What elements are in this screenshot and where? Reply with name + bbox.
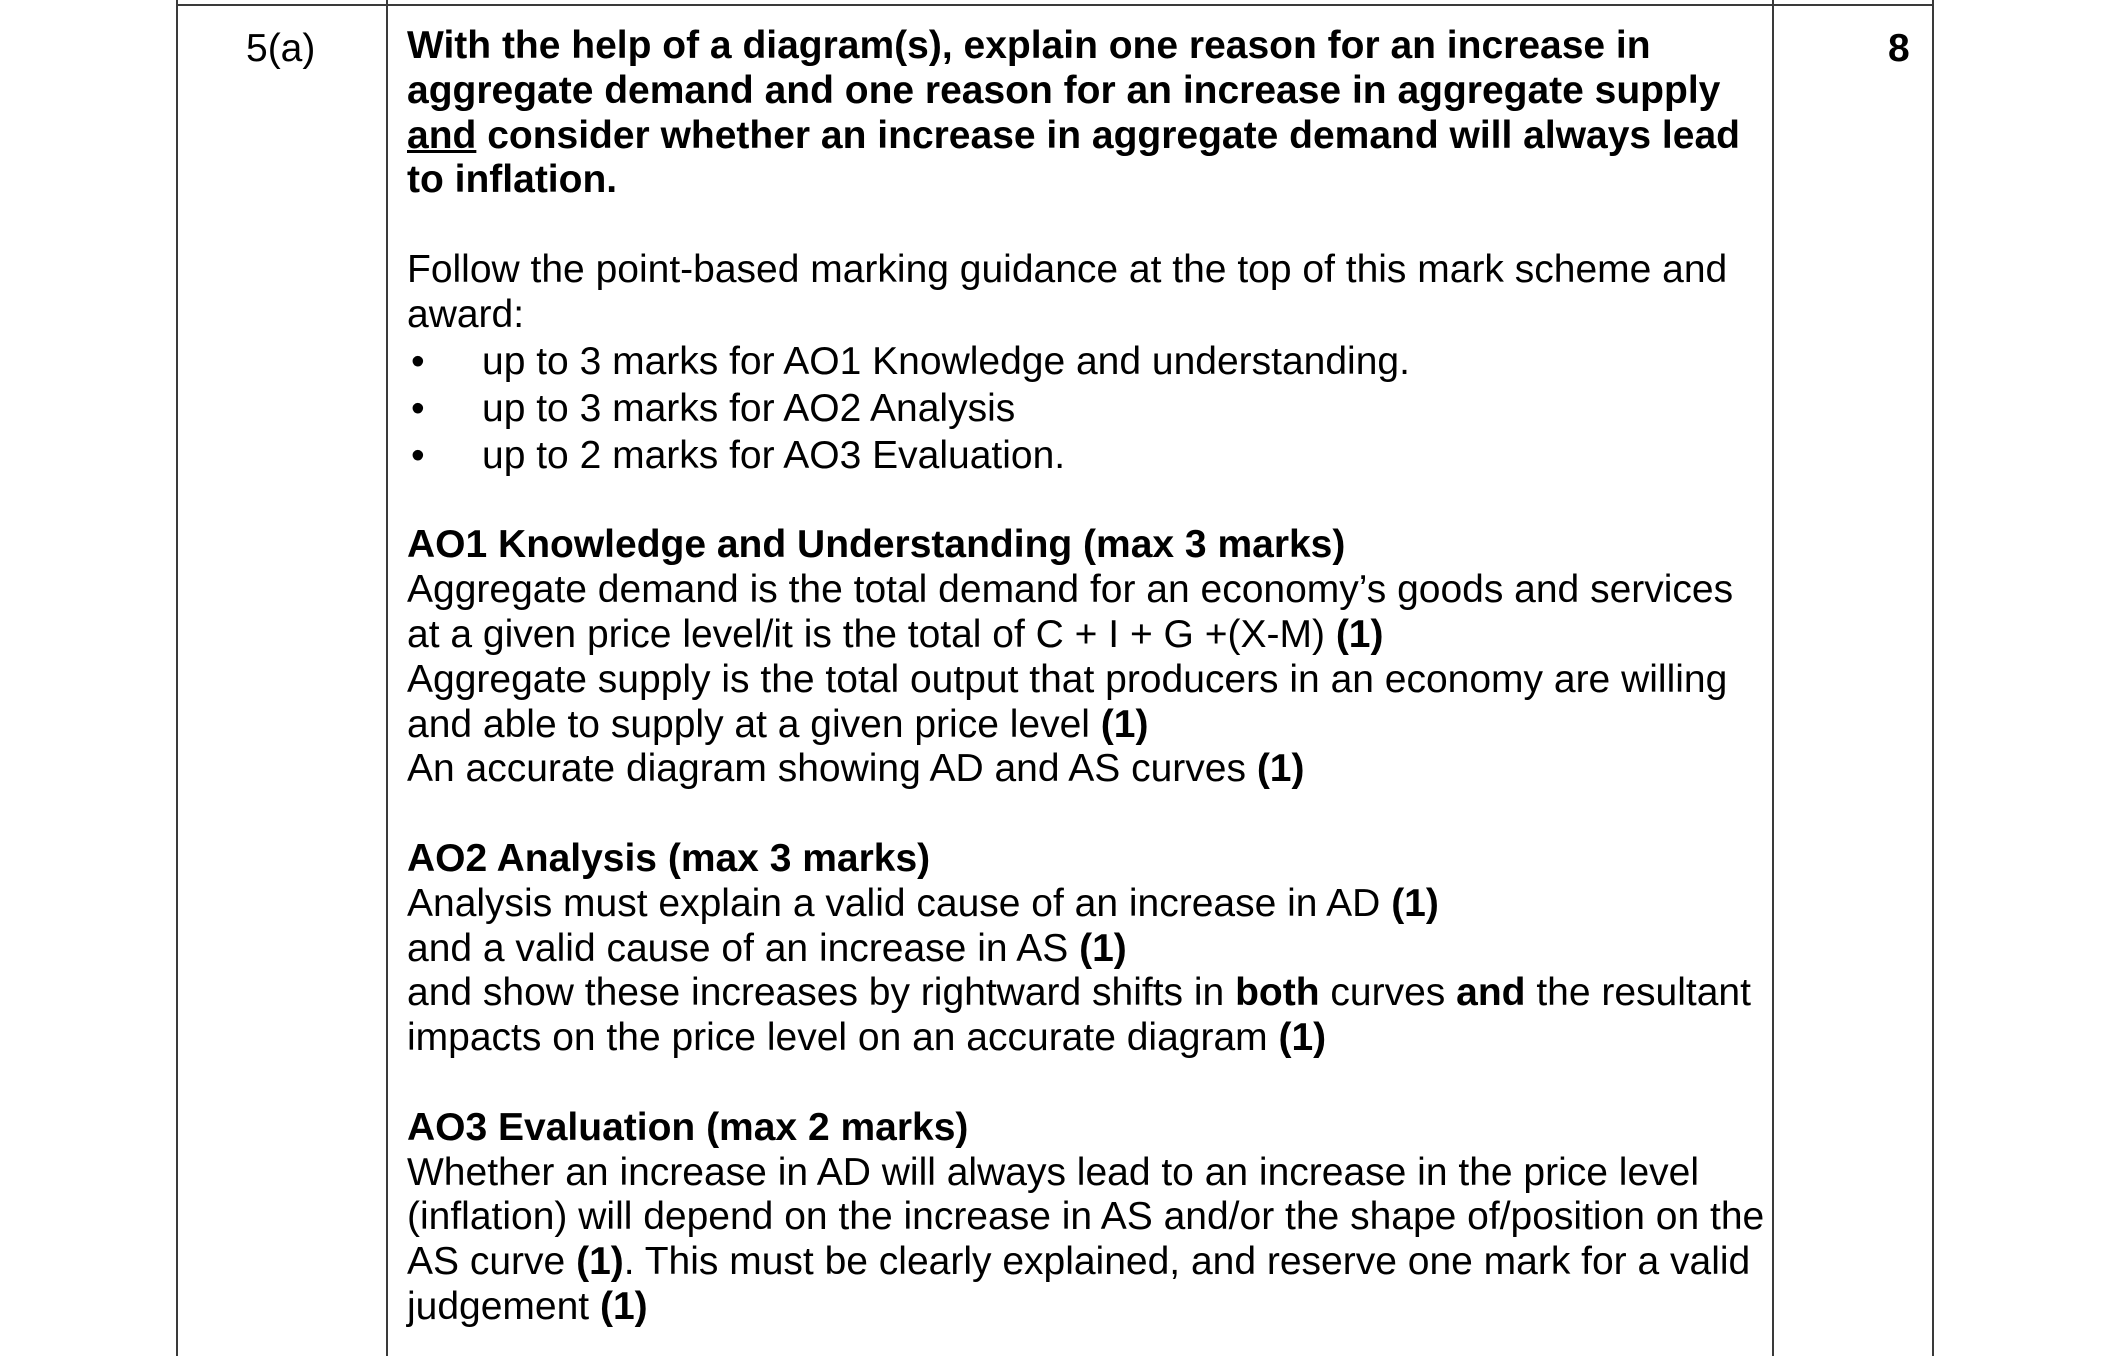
guidance-bullet-list	[407, 338, 1767, 479]
ao3-text-b: . This must be clearly explained, and reserve one mark for a valid judgement	[407, 1240, 1751, 1328]
guidance-intro: Follow the point-based marking guidance at the top of this mark scheme and award:	[407, 247, 1728, 336]
prompt-underlined-and: and	[407, 113, 477, 157]
question-number: 5(a)	[246, 27, 316, 70]
guidance-bullet-text: up to 3 marks for AO1 Knowledge and understanding.	[482, 339, 1410, 383]
ao2-point-1-mark: (1)	[1391, 881, 1439, 925]
bullet-icon: •	[411, 339, 425, 383]
ao3-paragraph	[407, 1151, 1767, 1330]
ao1-heading: AO1 Knowledge and Understanding (max 3 marks)	[407, 523, 1346, 567]
ao2-point-1-text: Analysis must explain a valid cause of an increase in AD	[407, 881, 1381, 925]
guidance-bullet-item	[407, 432, 1767, 479]
ao2-point-3-text-b: curves	[1330, 971, 1446, 1015]
ao2-point-3	[407, 971, 1767, 1061]
table-border-right	[1932, 0, 1934, 1356]
ao1-point-3-text: An accurate diagram showing AD and AS curves	[407, 747, 1246, 791]
prompt-text-2: consider whether an increase in aggregate demand will always lead to inflation.	[407, 113, 1740, 202]
ao3-mark-a: (1)	[576, 1240, 624, 1284]
spacer	[407, 792, 1767, 837]
ao1-point-1-mark: (1)	[1335, 612, 1384, 656]
ao3-mark-b: (1)	[599, 1284, 648, 1328]
table-row-top-border	[176, 4, 1934, 6]
ao2-point-3-and: and	[1456, 971, 1526, 1015]
ao2-point-3-text-a: and show these increases by rightward shifts in	[407, 971, 1225, 1015]
spacer	[407, 1061, 1767, 1106]
ao1-point-3-mark: (1)	[1256, 747, 1305, 791]
ao2-point-3-mark: (1)	[1278, 1016, 1327, 1060]
guidance-bullet-item	[407, 385, 1767, 432]
ao2-point-3-text-c: the resultant impacts on the price level on an accurate diagram	[407, 971, 1751, 1060]
spacer	[407, 479, 1767, 524]
ao3-text-a: Whether an increase in AD will always lead to an increase in the price level (inflation) will depend on the increase in AS and/or the shape of/position on the AS curve	[407, 1150, 1765, 1284]
prompt-text-1: With the help of a diagram(s), explain one reason for an increase in aggregate demand and one reason for an increase in aggregate supply	[407, 24, 1721, 112]
ao2-point-2	[407, 927, 1767, 972]
table-border-left	[176, 0, 178, 1356]
ao2-point-3-both: both	[1235, 971, 1320, 1015]
ao1-point-1-text: Aggregate demand is the total demand for an economy’s goods and services at a given price level/it is the total of C + I + G +(X-M)	[407, 568, 1734, 656]
question-prompt	[407, 24, 1767, 203]
ao1-point-2-mark: (1)	[1100, 702, 1149, 746]
ao3-heading: AO3 Evaluation (max 2 marks)	[407, 1105, 969, 1149]
bullet-icon: •	[411, 433, 425, 477]
ao2-point-2-text: and a valid cause of an increase in AS	[407, 926, 1069, 970]
guidance-bullet-text: up to 3 marks for AO2 Analysis	[482, 386, 1016, 430]
ao1-point-1	[407, 568, 1767, 658]
ao2-point-2-mark: (1)	[1079, 926, 1127, 970]
bullet-icon: •	[411, 386, 425, 430]
ao2-heading: AO2 Analysis (max 3 marks)	[407, 836, 931, 880]
mark-scheme-content	[407, 24, 1767, 1330]
column-divider-1	[386, 0, 388, 1356]
column-divider-2	[1772, 0, 1774, 1356]
guidance-bullet-text: up to 2 marks for AO3 Evaluation.	[482, 433, 1066, 477]
ao1-point-2	[407, 658, 1767, 748]
guidance-bullet-item	[407, 338, 1767, 385]
ao1-point-2-text: Aggregate supply is the total output that producers in an economy are willing and able to supply at a given price level	[407, 657, 1728, 746]
question-marks: 8	[1888, 27, 1910, 70]
ao2-point-1	[407, 882, 1767, 927]
spacer	[407, 203, 1767, 248]
ao1-point-3	[407, 747, 1767, 792]
